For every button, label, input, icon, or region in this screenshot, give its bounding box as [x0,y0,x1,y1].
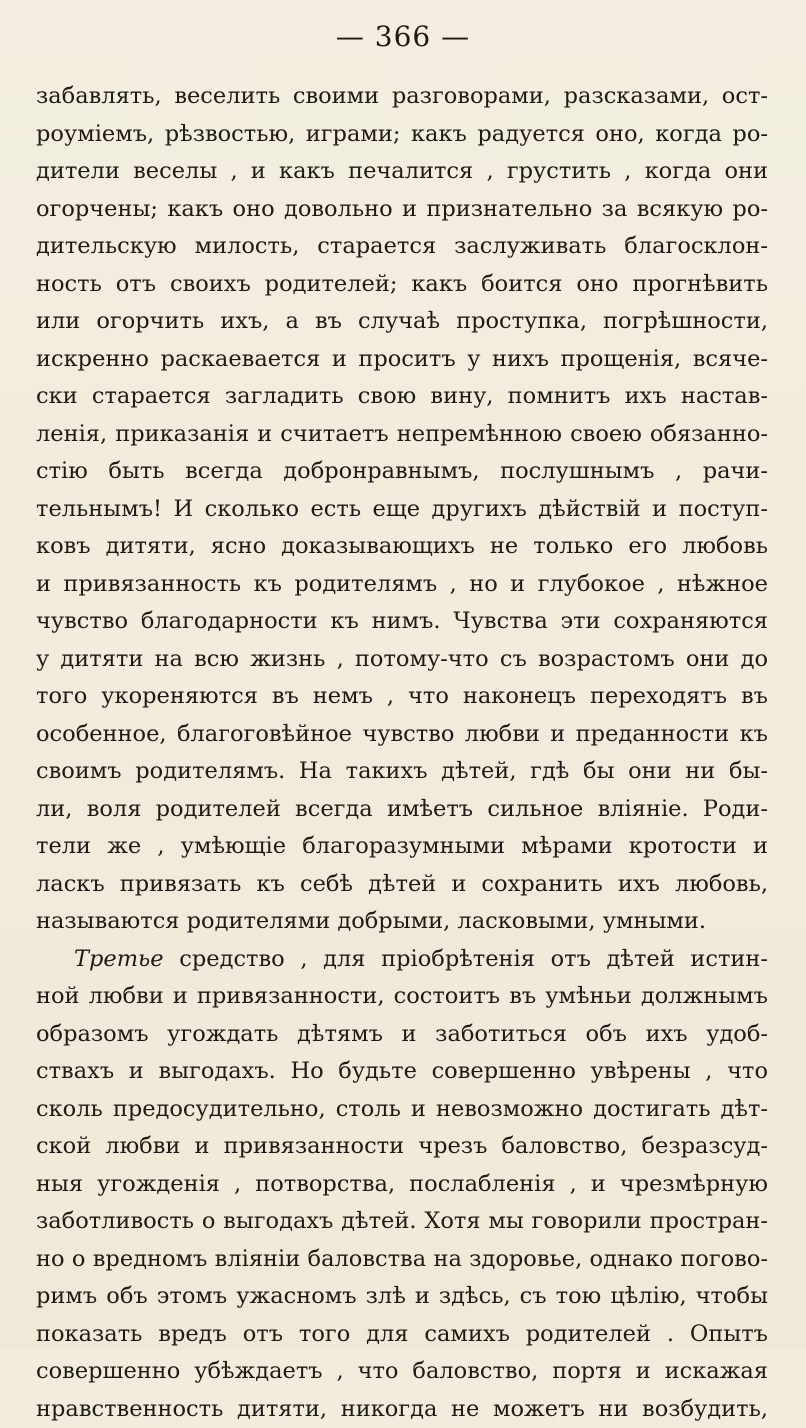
text-line-content: или огорчить ихъ, а въ случаѣ проступка, погрѣшности, [36,308,768,334]
text-line [36,978,768,1016]
text-line [36,1278,768,1316]
text-line-content: дители веселы , и какъ печалится , грустить , когда они [36,158,768,184]
text-line [36,228,768,266]
text-line-content: но о вредномъ вліяніи баловства на здоровье, однако погово- [36,1246,768,1272]
text-line-content: ствахъ и выгодахъ. Но будьте совершенно увѣрены , что [36,1058,768,1084]
text-line [36,491,768,529]
text-line [36,1053,768,1091]
text-line [36,303,768,341]
text-line-content: ски старается загладить свою вину, помнитъ ихъ настав- [36,383,768,409]
text-line-content: ли, воля родителей всегда имѣетъ сильное вліяніе. Роди- [36,796,768,822]
text-line-content: называются родителями добрыми, ласковыми, умными. [36,908,706,934]
text-line-content: стію быть всегда добронравнымъ, послушнымъ , рачи- [36,458,768,484]
text-line-content: и привязанность къ родителямъ , но и глубокое , нѣжное [36,571,768,597]
text-line-content: чувство благодарности къ нимъ. Чувства эти сохраняются [36,608,768,634]
text-line-content: тели же , умѣющіе благоразумными мѣрами кротости и [36,833,768,859]
text-line [36,1166,768,1204]
page-number: — 366 — [0,20,806,53]
text-line-content: римъ объ этомъ ужасномъ злѣ и здѣсь, съ тою цѣлію, чтобы [36,1283,768,1309]
text-line-content: средство , для пріобрѣтенія отъ дѣтей истин- [164,946,768,972]
text-line-content: искренно раскаевается и проситъ у нихъ прощенія, всяче- [36,346,768,372]
text-line-content: тельнымъ! И сколько есть еще другихъ дѣйствій и поступ- [36,496,768,522]
text-line-content: заботливость о выгодахъ дѣтей. Хотя мы говорили простран- [36,1208,768,1234]
text-line [36,1353,768,1391]
text-line [36,453,768,491]
text-line [36,716,768,754]
text-line [36,1091,768,1129]
text-line [36,1128,768,1166]
body-text [36,78,768,1428]
text-line [36,1391,768,1428]
text-line [36,603,768,641]
text-line [36,116,768,154]
text-line [36,153,768,191]
text-line-content: огорчены; какъ оно довольно и признательно за всякую ро- [36,196,768,222]
text-line [36,828,768,866]
text-line-content: дительскую милость, старается заслуживать благосклон- [36,233,768,259]
text-line [36,78,768,116]
text-line [36,1316,768,1354]
text-line [36,566,768,604]
text-line-content: ленія, приказанія и считаетъ непремѣнною своею обязанно- [36,421,768,447]
text-line [36,866,768,904]
text-line-content: у дитяти на всю жизнь , потому-что съ возрастомъ они до [36,646,768,672]
text-line-content: особенное, благоговѣйное чувство любви и преданности къ [36,721,768,747]
text-line-content: образомъ угождать дѣтямъ и заботиться объ ихъ удоб- [36,1021,768,1047]
text-line-content: ныя угожденія , потворства, послабленія , и чрезмѣрную [36,1171,768,1197]
text-line [36,678,768,716]
text-line-content: показать вредъ отъ того для самихъ родителей . Опытъ [36,1321,768,1347]
text-line [36,416,768,454]
text-line [36,753,768,791]
text-line [36,341,768,379]
text-line-content: нравственность дитяти, никогда не можетъ ни возбудить, [36,1396,768,1422]
text-line-content: роуміемъ, рѣзвостью, играми; какъ радуется оно, когда ро- [36,121,768,147]
text-line-content: забавлять, веселить своими разговорами, разсказами, ост- [36,83,768,109]
text-line [36,528,768,566]
text-line-content: ской любви и привязанности чрезъ баловство, безразсуд- [36,1133,768,1159]
text-line-content: ласкъ привязать къ себѣ дѣтей и сохранить ихъ любовь, [36,871,768,897]
text-line [36,191,768,229]
text-line-content: сколь предосудительно, столь и невозможно достигать дѣт- [36,1096,768,1122]
text-line [36,1203,768,1241]
text-line [36,1016,768,1054]
paragraph-start-line [36,941,768,979]
text-line [36,1241,768,1279]
text-line [36,266,768,304]
text-line [36,378,768,416]
text-line [36,791,768,829]
italic-lead-word: Третье [74,946,164,972]
paragraph-end-line [36,903,768,941]
text-line-content: совершенно убѣждаетъ , что баловство, портя и искажая [36,1358,768,1384]
text-line-content: ность отъ своихъ родителей; какъ боится оно прогнѣвить [36,271,768,297]
text-line-content: ной любви и привязанности, состоитъ въ умѣньи должнымъ [36,983,768,1009]
text-line-content: своимъ родителямъ. На такихъ дѣтей, гдѣ бы они ни бы- [36,758,768,784]
text-line-content: того укореняются въ немъ , что наконецъ переходятъ въ [36,683,768,709]
text-line-content: ковъ дитяти, ясно доказывающихъ не только его любовь [36,533,768,559]
text-line [36,641,768,679]
